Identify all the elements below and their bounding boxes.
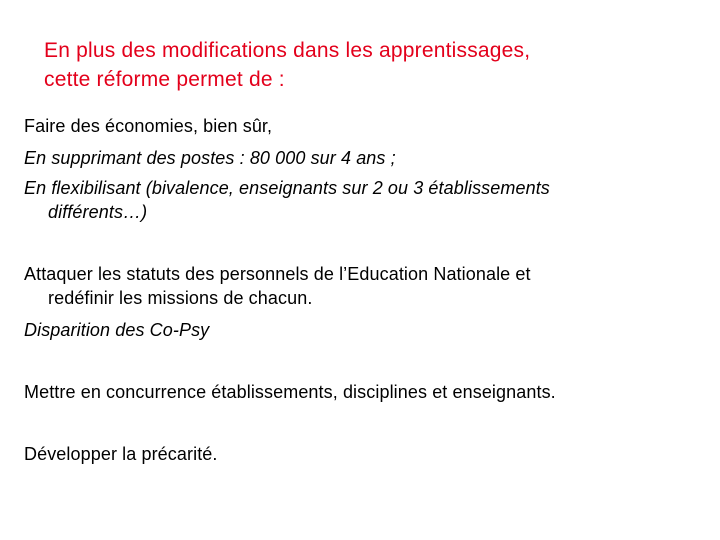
item-flexibilisant-line-2: différents…) <box>48 202 148 222</box>
item-flexibilisant <box>24 176 694 224</box>
slide-title <box>44 36 684 94</box>
item-disparition-copsy: Disparition des Co-Psy <box>24 320 210 340</box>
item-precarite: Développer la précarité. <box>24 444 218 464</box>
item-attaquer-statuts <box>24 262 694 310</box>
item-mettre-concurrence: Mettre en concurrence établissements, disciplines et enseignants. <box>24 382 556 402</box>
slide-title-line-1: En plus des modifications dans les apprentissages, <box>44 39 531 62</box>
item-flexibilisant-line-1: En flexibilisant (bivalence, enseignants sur 2 ou 3 établissements <box>24 178 550 198</box>
item-supprimant-postes: En supprimant des postes : 80 000 sur 4 ans ; <box>24 148 396 168</box>
item-attaquer-statuts-line-2: redéfinir les missions de chacun. <box>48 288 313 308</box>
item-attaquer-statuts-line-1: Attaquer les statuts des personnels de l’Education Nationale et <box>24 264 531 284</box>
item-economies: Faire des économies, bien sûr, <box>24 116 273 136</box>
slide-title-line-2: cette réforme permet de : <box>44 68 285 91</box>
